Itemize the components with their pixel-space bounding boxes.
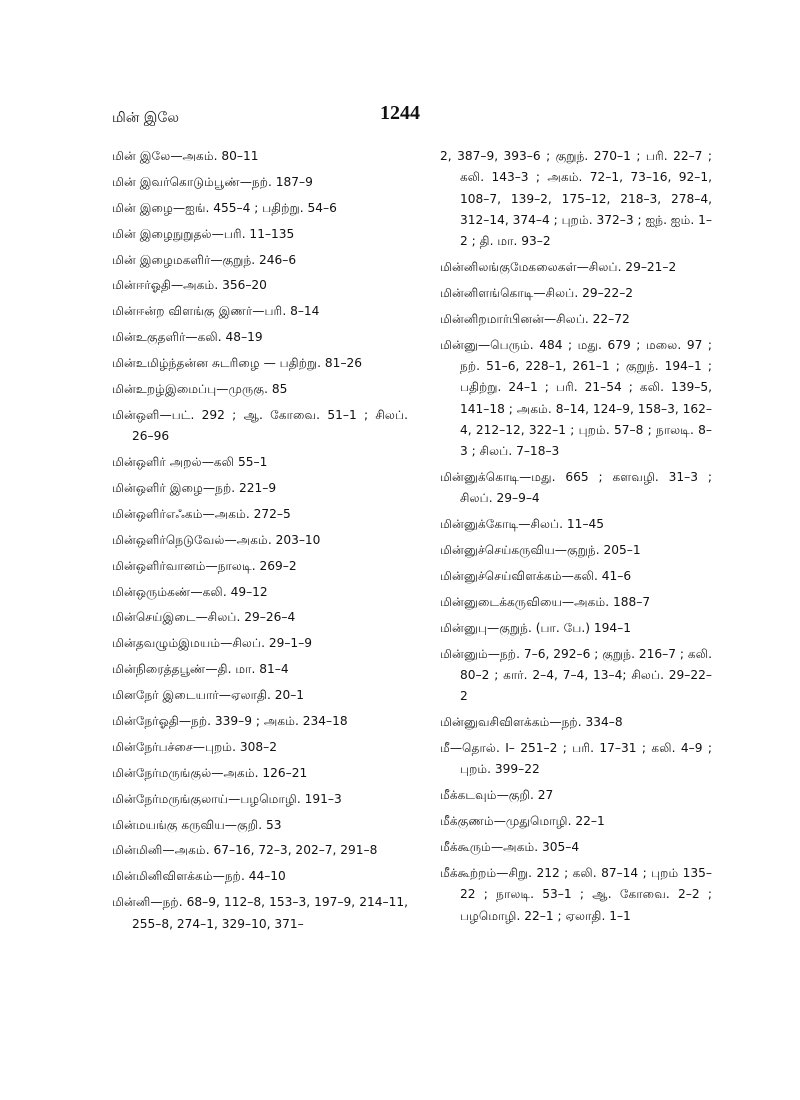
index-entry: மீக்கடவும்—குறி. 27 <box>440 788 554 803</box>
index-entry: மின்ஒளிர்எஃகம்—அகம். 272–5 <box>112 506 291 521</box>
index-entry: மின்மினி—அகம். 67–16, 72–3, 202–7, 291–8 <box>112 843 378 858</box>
index-entry: மின்னுபு—குறுந். (பா. பே.) 194–1 <box>440 620 632 635</box>
running-head: மின் இலே <box>112 110 179 126</box>
index-entry: மின்னிறமார்பினன்—சிலப். 22–72 <box>440 311 630 326</box>
index-entry: மின்னிலங்குமேகலைகள்—சிலப். 29–21–2 <box>440 260 677 275</box>
index-entry: மின்னுச்செய்கருவிய—குறுந். 205–1 <box>440 543 641 558</box>
index-entry: மின்ஒரும்கண்—கலி. 49–12 <box>112 584 268 599</box>
index-entry: மீக்கூரும்—அகம். 305–4 <box>440 840 580 855</box>
index-entry: மின்ஈன்ற விளங்கு இணர்—பரி. 8–14 <box>112 304 320 319</box>
left-column <box>112 146 408 935</box>
index-entry: மின் இவர்கொடும்பூண்—நற். 187–9 <box>112 174 313 189</box>
index-entry: மின்னுடைக்கருவியை—அகம். 188–7 <box>440 594 651 609</box>
index-entry: மின்னி—நற். 68–9, 112–8, 153–3, 197–9, 214–11, 255–8, 274–1, 329–10, 371– <box>112 895 408 931</box>
index-entry: மின்நேர்மருங்குல்—அகம். 126–21 <box>112 765 308 780</box>
index-entry: மின்னுவசிவிளக்கம்—நற். 334–8 <box>440 715 623 730</box>
index-entry: மின்மினிவிளக்கம்—நற். 44–10 <box>112 869 286 884</box>
index-entry: மின் இழை—ஐங். 455–4 ; பதிற்று. 54–6 <box>112 200 337 215</box>
page-number: 1244 <box>380 102 420 124</box>
index-entry: மின் இழைமகளிர்—குறுந். 246–6 <box>112 252 297 267</box>
index-entry: 2, 387–9, 393–6 ; குறுந். 270–1 ; பரி. 22–7 ; கலி. 143–3 ; அகம். 72–1, 73–16, 92–1, 108–7, 139–2, 175–12, 218–3, 278–4, 312–14, 374–4 ; புறம். 372–3 ; ஐந். ஐம். 1–2 ; தி. மா. 93–2 <box>440 149 712 249</box>
index-entry: மீக்கூற்றம்—சிறு. 212 ; கலி. 87–14 ; புறம் 135–22 ; நாலடி. 53–1 ; ஆ. கோவை. 2–2 ; பழமொழி. 22–1 ; ஏலாதி. 1–1 <box>440 866 712 923</box>
index-entry: மீக்குணம்—முதுமொழி. 22–1 <box>440 814 605 829</box>
index-entry: மின்னுச்செய்விளக்கம்—கலி. 41–6 <box>440 569 632 584</box>
index-entry: மின்ஒளிர் அறல்—கலி 55–1 <box>112 455 268 470</box>
index-entry: மின் இலே—அகம். 80–11 <box>112 149 259 163</box>
index-entry: மின்உறழ்இமைப்பு—முருகு. 85 <box>112 382 288 397</box>
index-entry: மின்நேர்மருங்குலாய்—பழமொழி. 191–3 <box>112 791 342 806</box>
index-entry: மின்நேர்ஓதி—நற். 339–9 ; அகம். 234–18 <box>112 714 348 728</box>
index-entry: மின்ஒளிர்நெடுவேல்—அகம். 203–10 <box>112 532 321 547</box>
index-entry: மின்தவழும்இமயம்—சிலப். 29–1–9 <box>112 636 313 651</box>
index-entry: மின்னிளங்கொடி—சிலப். 29–22–2 <box>440 285 634 300</box>
index-entry: மின் இழைநுறுதல்—பரி. 11–135 <box>112 226 295 241</box>
index-entry: மின்ஈர்ஓதி—அகம். 356–20 <box>112 278 267 293</box>
index-entry: மின்செய்இடை—சிலப். 29–26–4 <box>112 610 296 625</box>
right-column <box>440 146 712 927</box>
index-entry: மினநேர் இடையார்—ஏலாதி. 20–1 <box>112 688 305 703</box>
index-entry: மின்னுக்கொடி—மது. 665 ; களவழி. 31–3 ; சிலப். 29–9–4 <box>440 470 712 506</box>
index-entry: மின்ஒளிர்வானம்—நாலடி. 269–2 <box>112 558 297 573</box>
index-entry: மின்னுக்கோடி—சிலப். 11–45 <box>440 517 605 532</box>
index-entry: மின்நிரைத்தபூண்—தி. மா. 81–4 <box>112 662 289 677</box>
index-entry: மீ—தொல். I– 251–2 ; பரி. 17–31 ; கலி. 4–9 ; புறம். 399–22 <box>440 741 712 777</box>
index-entry: மின்உகுதளிர்—கலி. 48–19 <box>112 330 263 345</box>
index-entry: மின்மயங்கு கருவிய—குறி. 53 <box>112 817 282 832</box>
index-entry: மின்ஒளி—பட். 292 ; ஆ. கோவை. 51–1 ; சிலப். 26–96 <box>112 407 408 444</box>
index-entry: மின்ஒளிர் இழை—நற். 221–9 <box>112 480 277 495</box>
index-entry: மின்னும்—நற். 7–6, 292–6 ; குறுந். 216–7 ; கலி. 80–2 ; கார். 2–4, 7–4, 13–4; சிலப். 29–22–2 <box>440 646 712 704</box>
index-entry: மின்நேர்பச்சை—புறம். 308–2 <box>112 739 277 754</box>
index-entry: மின்உமிழ்ந்தன்ன சுடரிழை — பதிற்று. 81–26 <box>112 356 363 371</box>
index-entry: மின்னு—பெரும். 484 ; மது. 679 ; மலை. 97 ; நற். 51–6, 228–1, 261–1 ; குறுந். 194–1 ; பதிற்று. 24–1 ; பரி. 21–54 ; கலி. 139–5, 141–18 ; அகம். 8–14, 124–9, 158–3, 162–4, 212–12, 322–1 ; புறம். 57–8 ; நாலடி. 8–3 ; சிலப். 7–18–3 <box>440 337 712 459</box>
